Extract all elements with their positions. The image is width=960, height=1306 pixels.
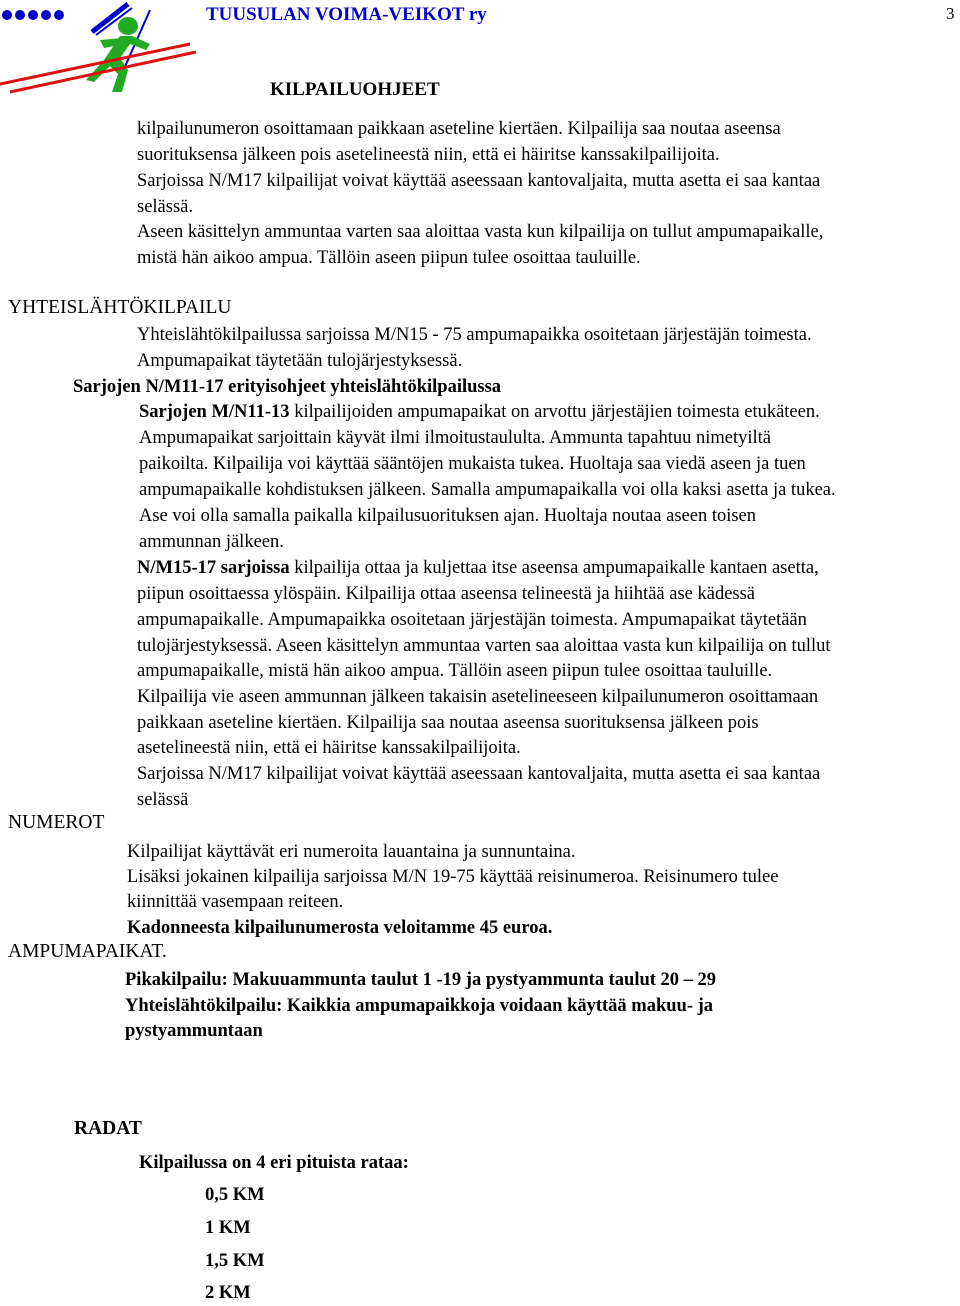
section-heading: NUMEROT <box>8 812 105 833</box>
text-line <box>139 399 820 425</box>
text-line: asetelineestä niin, että ei häiritse kanssakilpailijoita. <box>137 738 521 758</box>
text-line: kiinnittää vasempaan reiteen. <box>127 892 344 912</box>
page-header <box>0 0 960 32</box>
text-line: ammunnan jälkeen. <box>139 532 284 552</box>
text-line: ampumapaikalle. Ampumapaikka osoitetaan järjestäjän toimesta. Ampumapaikat täytetään <box>137 610 807 630</box>
text-line: Sarjoissa N/M17 kilpailijat voivat käyttää aseessaan kantovaljaita, mutta asetta ei saa kantaa <box>137 171 821 191</box>
text-line: paikoilta. Kilpailija voi käyttää sääntöjen mukaista tukea. Huoltaja saa viedä aseen ja tuen <box>139 454 806 474</box>
text-line: Lisäksi jokainen kilpailija sarjoissa M/N 19-75 käyttää reisinumeroa. Reisinumero tulee <box>127 867 779 887</box>
text-line: Aseen käsittelyn ammuntaa varten saa aloittaa vasta kun kilpailija on tullut ampumapaikalle, <box>137 222 824 242</box>
document-title: KILPAILUOHJEET <box>270 79 440 100</box>
section-heading: YHTEISLÄHTÖKILPAILU <box>8 297 232 318</box>
track-length: 0,5 KM <box>205 1185 265 1205</box>
text-line: suorituksensa jälkeen pois asetelineestä niin, että ei häiritse kanssakilpailijoita. <box>137 145 720 165</box>
text-line: ampumapaikalle, mistä hän aikoo ampua. Tällöin aseen piipun tulee osoittaa tauluille. <box>137 661 773 681</box>
subsection-heading: Sarjojen N/M11-17 erityisohjeet yhteislähtökilpailussa <box>73 377 502 397</box>
text-line <box>137 555 819 581</box>
section-heading: RADAT <box>74 1118 142 1139</box>
text-line: selässä <box>137 790 189 810</box>
text-line: ampumapaikalle kohdistuksen jälkeen. Samalla ampumapaikalla voi olla kaksi asetta ja tukea. <box>139 480 836 500</box>
text-line: Pikakilpailu: Makuuammunta taulut 1 -19 ja pystyammunta taulut 20 – 29 <box>125 970 717 990</box>
track-length: 1 KM <box>205 1218 251 1238</box>
text-line: paikkaan aseteline kiertäen. Kilpailija saa noutaa aseensa suorituksensa jälkeen pois <box>137 713 759 733</box>
text-line: kilpailunumeron osoittamaan paikkaan aseteline kiertäen. Kilpailija saa noutaa aseensa <box>137 119 781 139</box>
track-length: 2 KM <box>205 1283 251 1303</box>
skier-logo-icon <box>0 0 200 98</box>
text-line: Kilpailijat käyttävät eri numeroita lauantaina ja sunnuntaina. <box>127 842 576 862</box>
section-heading: AMPUMAPAIKAT. <box>8 941 167 962</box>
text-line: piipun osoittaessa ylöspäin. Kilpailija ottaa aseensa telineestä ja hiihtää ase kädessä <box>137 584 756 604</box>
text-line: Ampumapaikat sarjoittain käyvät ilmi ilmoitustaululta. Ammunta tapahtuu nimetyiltä <box>139 428 771 448</box>
text-line: Sarjoissa N/M17 kilpailijat voivat käyttää aseessaan kantovaljaita, mutta asetta ei saa kantaa <box>137 764 821 784</box>
text-line: Kilpailija vie aseen ammunnan jälkeen takaisin asetelineeseen kilpailunumeron osoittamaan <box>137 687 819 707</box>
lost-number-fee-notice: Kadonneesta kilpailunumerosta veloitamme 45 euroa. <box>127 918 553 938</box>
text-line: Ampumapaikat täytetään tulojärjestyksessä. <box>137 351 463 371</box>
category-label: Sarjojen M/N11-13 <box>139 402 290 422</box>
text-span: kilpailija ottaa ja kuljettaa itse aseensa ampumapaikalle kantaen asetta, <box>289 558 819 578</box>
page-number: 3 <box>946 4 955 23</box>
category-label: N/M15-17 sarjoissa <box>137 558 290 578</box>
text-span: kilpailijoiden ampumapaikat on arvottu järjestäjien toimesta etukäteen. <box>289 402 820 422</box>
text-line: selässä. <box>137 197 193 217</box>
text-line: tulojärjestyksessä. Aseen käsittelyn ammuntaa varten saa aloittaa vasta kun kilpailija on tullut <box>137 636 831 656</box>
tracks-intro: Kilpailussa on 4 eri pituista rataa: <box>139 1153 409 1173</box>
text-line: pystyammuntaan <box>125 1021 263 1041</box>
organization-name: TUUSULAN VOIMA-VEIKOT ry <box>206 4 487 25</box>
text-line: Yhteislähtökilpailu: Kaikkia ampumapaikkoja voidaan käyttää makuu- ja <box>125 996 714 1016</box>
text-line: Yhteislähtökilpailussa sarjoissa M/N15 - 75 ampumapaikka osoitetaan järjestäjän toimesta. <box>137 325 812 345</box>
track-length: 1,5 KM <box>205 1251 265 1271</box>
text-line: mistä hän aikoo ampua. Tällöin aseen piipun tulee osoittaa tauluille. <box>137 248 641 268</box>
text-line: Ase voi olla samalla paikalla kilpailusuorituksen ajan. Huoltaja noutaa aseen toisen <box>139 506 757 526</box>
